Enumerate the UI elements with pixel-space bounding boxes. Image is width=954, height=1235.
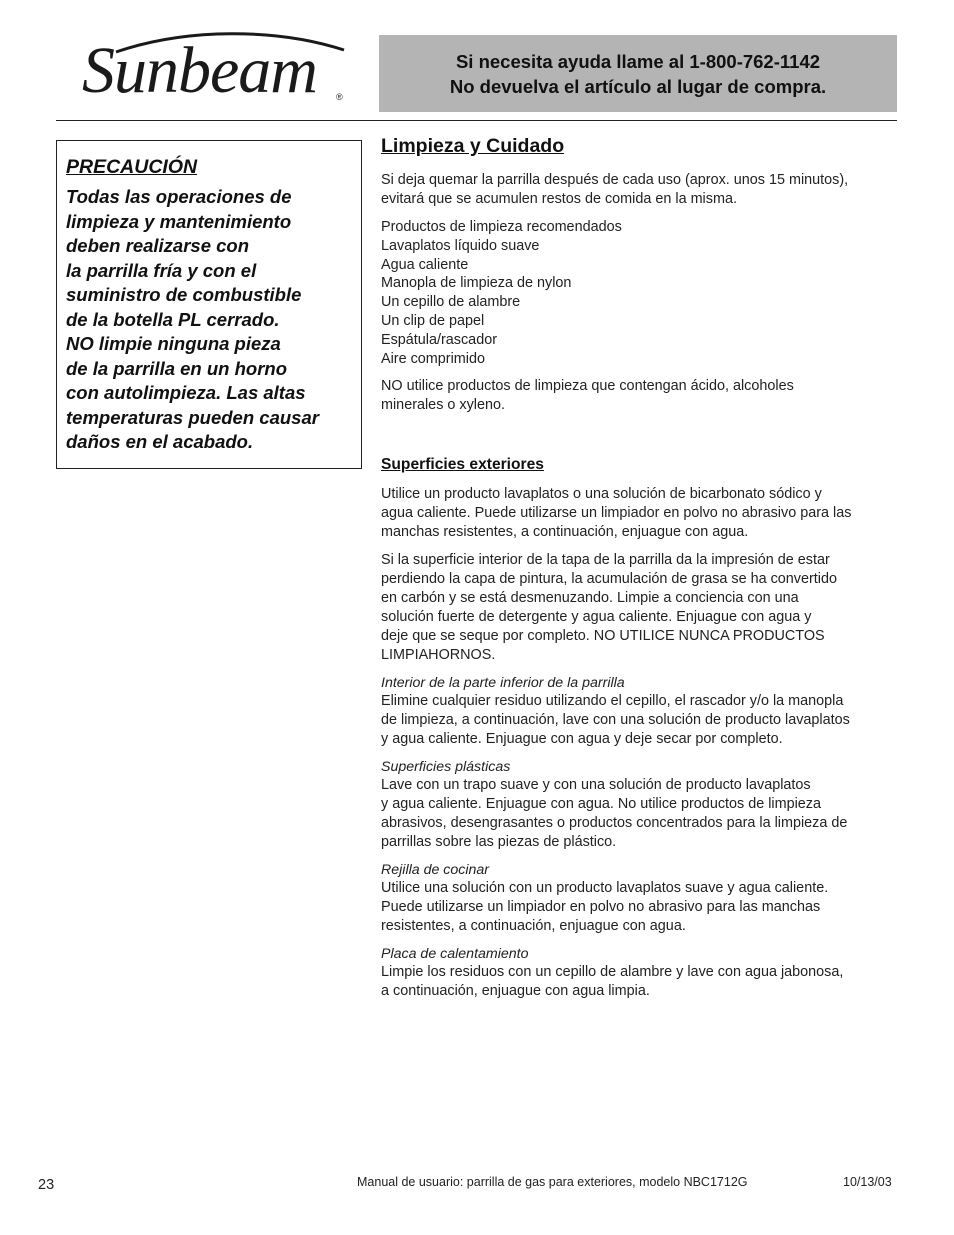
help-line-phone: Si necesita ayuda llame al 1-800-762-1142	[455, 50, 821, 72]
text-line: a continuación, enjuague con agua limpia.	[381, 983, 650, 1000]
cleaning-title: Limpieza y Cuidado	[381, 135, 565, 157]
registered-mark: ®	[336, 92, 343, 102]
caution-body	[66, 185, 361, 455]
help-box	[379, 35, 897, 112]
footer-date: 10/13/03	[843, 1175, 892, 1189]
caution-line: temperaturas pueden causar	[66, 406, 319, 428]
exterior-title: Superficies exteriores	[381, 456, 544, 474]
text-line: Puede utilizarse un limpiador en polvo no abrasivo para las manchas	[381, 899, 821, 916]
text-line: Si deja quemar la parrilla después de cada uso (aprox. unos 15 minutos),	[381, 172, 849, 188]
text-line: Utilice un producto lavaplatos o una solución de bicarbonato sódico y	[381, 486, 822, 503]
caution-line: de la botella PL cerrado.	[66, 308, 280, 330]
caution-line: con autolimpieza. Las altas	[66, 382, 306, 403]
text-line: perdiendo la capa de pintura, la acumulación de grasa se ha convertido	[381, 571, 838, 588]
subsection-heading: Rejilla de cocinar	[381, 862, 490, 879]
bottom-interior-section	[381, 674, 901, 749]
text-line: abrasivos, desengrasantes o productos concentrados para la limpieza de	[381, 815, 848, 832]
text-line: en carbón y se está desmenuzando. Limpie a conciencia con una	[381, 590, 799, 607]
footer-manual-text: Manual de usuario: parrilla de gas para exteriores, modelo NBC1712G	[357, 1175, 748, 1189]
header-rule	[56, 120, 897, 121]
list-item: Manopla de limpieza de nylon	[381, 275, 572, 292]
text-line: Elimine cualquier residuo utilizando el cepillo, el rascador y/o la manopla	[381, 693, 844, 710]
caution-line: limpieza y mantenimiento	[66, 210, 292, 232]
list-item: Un clip de papel	[381, 312, 485, 329]
cleaning-intro	[381, 171, 901, 209]
text-line: LIMPIAHORNOS.	[381, 647, 496, 664]
list-item: Lavaplatos líquido suave	[381, 237, 540, 254]
cleaning-warning	[381, 377, 901, 415]
products-list	[381, 218, 901, 368]
list-item: Un cepillo de alambre	[381, 294, 521, 311]
subsection-heading: Placa de calentamiento	[381, 946, 529, 963]
exterior-para-1	[381, 485, 901, 542]
page-number: 23	[38, 1177, 55, 1193]
cleaning-section	[381, 133, 901, 1010]
caution-line: deben realizarse con	[66, 235, 250, 256]
text-line: Limpie los residuos con un cepillo de alambre y lave con agua jabonosa,	[381, 964, 844, 981]
caution-line: Todas las operaciones de	[66, 186, 292, 207]
caution-line: daños en el acabado.	[66, 431, 254, 452]
text-line: parrillas sobre las piezas de plástico.	[381, 834, 617, 851]
caution-title: PRECAUCIÓN	[66, 156, 198, 178]
text-line: manchas resistentes, a continuación, enjuague con agua.	[381, 524, 749, 541]
text-line: Lave con un trapo suave y con una solución de producto lavaplatos	[381, 777, 811, 794]
text-line: Utilice una solución con un producto lavaplatos suave y agua caliente.	[381, 880, 829, 897]
warming-plate-section	[381, 945, 901, 1001]
plastic-surfaces-section	[381, 758, 901, 852]
exterior-para-2	[381, 551, 901, 665]
cooking-grate-section	[381, 861, 901, 936]
text-line: NO utilice productos de limpieza que contengan ácido, alcoholes	[381, 378, 794, 395]
text-line: agua caliente. Puede utilizarse un limpiador en polvo no abrasivo para las	[381, 505, 852, 522]
caution-line: la parrilla fría y con el	[66, 259, 257, 281]
caution-line: NO limpie ninguna pieza	[66, 333, 281, 354]
text-line: resistentes, a continuación, enjuague con agua.	[381, 918, 686, 935]
text-line: minerales o xyleno.	[381, 397, 505, 414]
help-line-return: No devuelva el artículo al lugar de compra.	[449, 75, 827, 97]
subsection-heading: Superficies plásticas	[381, 759, 511, 776]
text-line: y agua caliente. Enjuague con agua. No utilice productos de limpieza	[381, 796, 821, 813]
caution-line: de la parrilla en un horno	[66, 357, 288, 379]
list-item: Aire comprimido	[381, 350, 485, 367]
sunbeam-logo	[76, 30, 351, 120]
text-line: y agua caliente. Enjuague con agua y deje secar por completo.	[381, 731, 783, 748]
caution-line: suministro de combustible	[66, 284, 302, 305]
logo-wordmark: Sunbeam	[82, 34, 317, 107]
text-line: deje que se seque por completo. NO UTILICE NUNCA PRODUCTOS	[381, 628, 825, 645]
list-item: Espátula/rascador	[381, 331, 497, 348]
caution-box	[56, 140, 362, 469]
text-line: Si la superficie interior de la tapa de la parrilla da la impresión de estar	[381, 552, 830, 569]
text-line: de limpieza, a continuación, lave con una solución de producto lavaplatos	[381, 712, 850, 729]
text-line: solución fuerte de detergente y agua caliente. Enjuague con agua y	[381, 609, 812, 626]
subsection-heading: Interior de la parte inferior de la parrilla	[381, 675, 625, 692]
text-line: evitará que se acumulen restos de comida en la misma.	[381, 191, 737, 207]
list-item: Agua caliente	[381, 256, 469, 273]
list-item: Productos de limpieza recomendados	[381, 219, 622, 235]
